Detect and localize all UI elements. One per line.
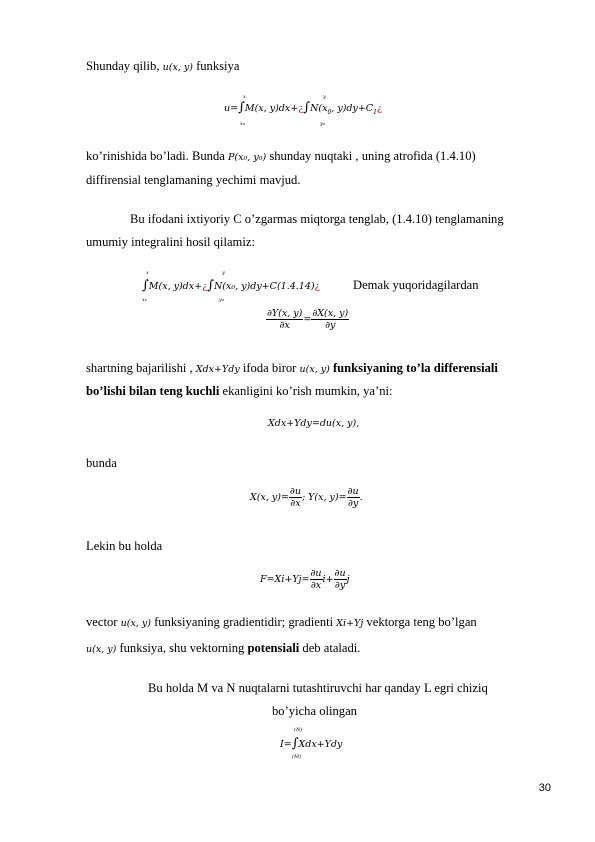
math-u-xy: u(x, y) <box>162 62 193 73</box>
equation-gradient: F=Xi+Yj= $\frac{\partial u}{\partial x}$ i+ $\frac{\partial u}{\partial y}$ j <box>260 568 350 591</box>
paragraph-curve: Bu holda M va N nuqtalarni tutashtiruvchi har qanday L egri chiziq <box>148 681 488 695</box>
equation-partials: X(x, y)= $\frac{\partial u}{\partial x}$ ; Y(x, y)= $\frac{\partial u}{\partial y}$ . <box>250 486 363 509</box>
paragraph-olingan: bo’yicha olingan <box>272 704 357 718</box>
paragraph-potential: u(x, y) funksiya, shu vektorning potensiali deb ataladi. <box>86 641 361 655</box>
paragraph-existence: diffirensial tenglamaning yechimi mavjud. <box>86 173 301 187</box>
equation-general-integral: ∫M(x, y)dx+¿∫N(x₀, y)dy+C(1.4.14)¿ <box>142 278 320 293</box>
paragraph-vector: vector u(x, y) funksiyaning gradientidir; gradienti Xi+Yj vektorga teng bo’lgan <box>86 615 477 629</box>
equation-line-integral: I=∫Xdx+Ydy <box>280 736 343 751</box>
paragraph-general-integral: umumiy integralini hosil qilamiz: <box>86 235 255 249</box>
paragraph-condition: shartning bajarilishi , Xdx+Ydy ifoda biror u(x, y) funksiyaning to’la differensiali <box>86 361 498 375</box>
document-page: Shunday qilib, u(x, y) funksiya u=∫M(x, $y)dx+¿\int N(x_0$, $y)dy+C_1¿$ x x₀ y y₀ ko’rinishida bo’ladi. Bunda P(x₀, y₀) shunday nuqtaki , uning atrofida (1.4.10) diffirensial tenglamaning yechimi mavjud. Bu ifodani ixtiyoriy C o’zgarmas miqtorga tenglab, (1.4.10) tenglamaning umumiy integralini hosil qilamiz: ∫M(x, y)dx+¿∫N(x₀, y)dy+C(1.4.14)¿ Demak yuqoridagilardan x x₀ y y₀ $\frac{\partial Y(x, y)}{\partial x}$ = $\frac{\partial X(x, y)}{\partial y}$ shartning bajarilishi , Xdx+Ydy ifoda biror u(x, y) funksiyaning to’la differensiali bo’lishi bilan teng kuchli ekanligini ko’rish mumkin, ya’ni: Xdx+Ydy=du(x, y), bunda X(x, y)= $\frac{\partial u}{\partial x}$ ; Y(x, y)= $\frac{\partial u}{\partial y}$ . Lekin bu holda F=Xi+Yj= $\frac{\partial u}{\partial x}$ i+ $\frac{\partial u}{\partial y}$ j vector u(x, y) funksiyaning gradientidir; gradienti Xi+Yj vektorga teng bo’lgan u(x, y) funksiya, shu vektorning potensiali deb ataladi. Bu holda M va N nuqtalarni tutashtiruvchi har qanday L egri chiziq bo’yicha olingan I=∫Xdx+Ydy (N) (M) 30 <box>86 59 551 794</box>
equation-total-differential: Xdx+Ydy=du(x, y), <box>268 418 360 429</box>
equation-potential: u=∫M(x, $y)dx+¿\int N(x_0$, $y)dy+C_1¿$ <box>224 100 382 116</box>
paragraph-lekin: Lekin bu holda <box>86 539 163 553</box>
demak-text: Demak yuqoridagilardan <box>353 278 479 292</box>
paragraph-bunda: ko’rinishida bo’ladi. Bunda P(x₀, y₀) shunday nuqtaki , uning atrofida (1.4.10) <box>86 149 476 163</box>
page-number: 30 <box>538 782 551 794</box>
paragraph-bunda2: bunda <box>86 456 117 470</box>
math-point-p: P(x₀, y₀) <box>228 152 267 163</box>
paragraph-equivalent: bo’lishi bilan teng kuchli ekanligini ko’rish mumkin, ya’ni: <box>86 384 393 398</box>
paragraph-intro: Shunday qilib, u(x, y) funksiya <box>86 59 240 73</box>
paragraph-equate: Bu ifodani ixtiyoriy C o’zgarmas miqtorga tenglab, (1.4.10) tenglamaning <box>130 212 504 226</box>
equation-condition: $\frac{\partial Y(x, y)}{\partial x}$ = $\frac{\partial X(x, y)}{\partial y}$ <box>267 308 349 331</box>
